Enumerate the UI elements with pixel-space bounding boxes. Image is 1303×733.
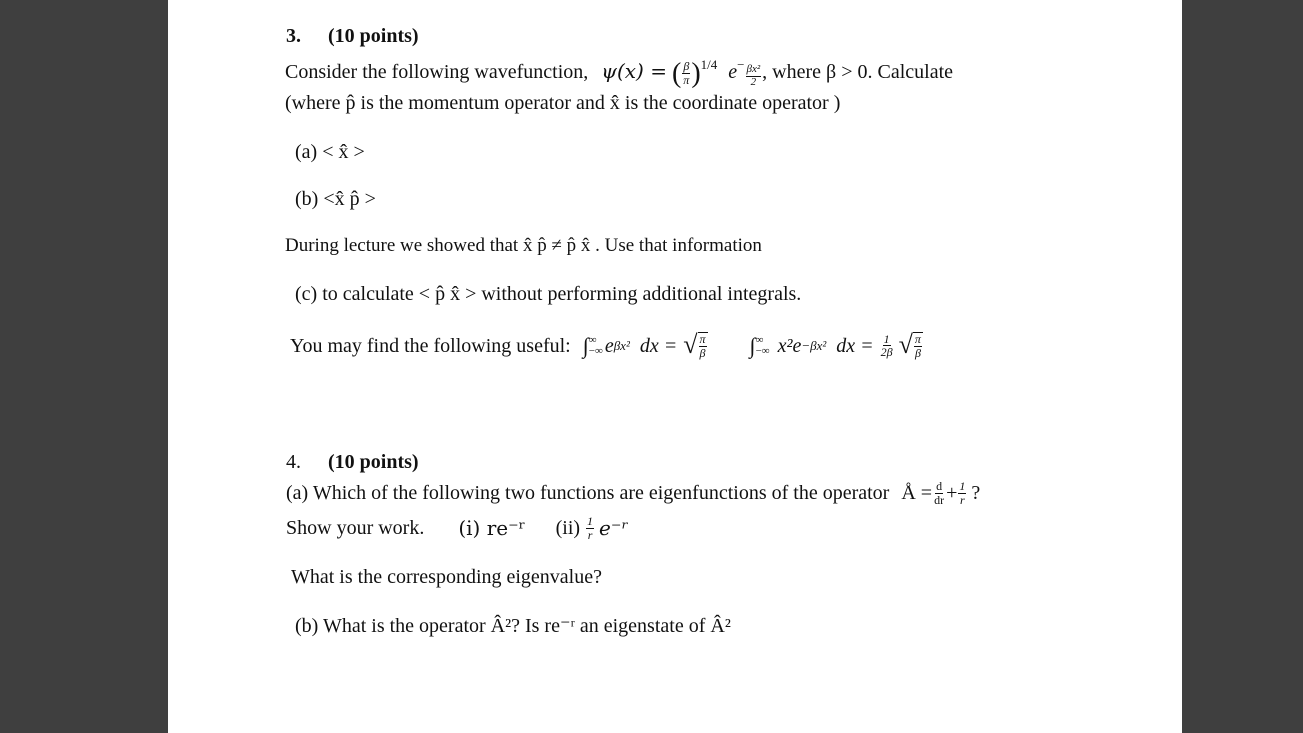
intro-prefix: Consider the following wavefunction,	[285, 61, 589, 83]
useful-integrals	[290, 332, 923, 359]
int2-rhs-den: β	[914, 345, 921, 360]
f2-num: 1	[587, 514, 594, 528]
int2-dx: dx =	[836, 334, 874, 357]
lecture-line: During lecture we showed that x̂ p̂ ≠ p̂ x̂ . Use that information	[285, 235, 762, 256]
question-mark: ?	[971, 482, 981, 505]
intro-suffix: , where β > 0. Calculate	[762, 61, 954, 83]
problem-4-points: (10 points)	[328, 451, 419, 473]
frac-den: π	[683, 72, 690, 87]
useful-label: You may find the following useful:	[290, 334, 571, 357]
show-work-line	[286, 515, 628, 541]
frac-num: β	[683, 59, 690, 74]
int2-integrand: x²e	[777, 334, 802, 357]
d-num: d	[936, 479, 943, 493]
part-4a-text: (a) Which of the following two functions are eigenfunctions of the operator	[286, 482, 890, 505]
f2-den: r	[587, 527, 593, 542]
sqrt-sign: √	[683, 330, 698, 359]
sqrt-sign: √	[898, 330, 913, 359]
eigenvalue-question: What is the corresponding eigenvalue?	[291, 566, 602, 588]
part-4a-line	[286, 480, 980, 506]
d-dr	[933, 480, 945, 506]
problem-4-number: 4.	[286, 451, 301, 473]
exp-den: 2	[750, 75, 757, 88]
problem-3-header	[286, 26, 419, 46]
int2-coef-num: 1	[883, 331, 890, 346]
part-3b: (b) <x̂ p̂ >	[295, 188, 376, 210]
int1-rhs-num: π	[699, 332, 706, 346]
d-den: dr	[934, 492, 945, 507]
function-ii-frac	[586, 515, 594, 541]
problem-3-number: 3.	[286, 25, 301, 47]
int1-rhs-den: β	[699, 345, 706, 360]
psi-label: ψ(x) =	[601, 59, 667, 83]
int2-exp: −βx²	[801, 338, 827, 354]
wavefunction-line	[285, 58, 953, 88]
int2-rhs-frac	[914, 333, 922, 359]
int2-upper: ∞	[755, 333, 764, 346]
int2-coef-den: 2β	[880, 345, 893, 360]
integral-1	[583, 332, 708, 359]
problem-3-points: (10 points)	[328, 25, 419, 47]
exp-minus: −	[737, 57, 745, 72]
integral-sign: ∫	[582, 332, 589, 358]
int2-sqrt	[899, 332, 923, 359]
part-3a: (a) < x̂ >	[295, 141, 365, 163]
part-3c: (c) to calculate < p̂ x̂ > without performing additional integrals.	[295, 283, 802, 305]
plus-sign: +	[946, 482, 958, 505]
exp-fraction	[746, 64, 762, 88]
part-4b: (b) What is the operator Â²? Is re⁻ʳ an eigenstate of Â²	[295, 615, 731, 637]
function-ii-label: (ii)	[555, 517, 581, 540]
document-page	[168, 0, 1182, 733]
int1-rhs-frac	[699, 333, 707, 359]
int1-exp: βx²	[613, 338, 630, 354]
one-over-r	[958, 480, 966, 506]
beta-over-pi	[682, 60, 690, 86]
integral-2	[750, 332, 923, 359]
exp-base: e	[728, 61, 738, 83]
left-paren: (	[671, 58, 682, 89]
integral-2-limits	[756, 335, 770, 357]
right-paren: )	[691, 58, 701, 89]
r-den: r	[960, 492, 965, 507]
int1-lower: −∞	[588, 344, 603, 357]
integral-sign: ∫	[749, 332, 756, 358]
operator-label: Å =	[901, 482, 933, 505]
function-ii-tail: e⁻ʳ	[599, 516, 629, 541]
int1-sqrt	[683, 332, 707, 359]
int2-lower: −∞	[755, 344, 770, 357]
int1-integrand: e	[604, 334, 614, 357]
show-work: Show your work.	[286, 517, 425, 540]
exp-num: βx²	[746, 63, 761, 75]
where-line: (where p̂ is the momentum operator and x̂ is the coordinate operator )	[285, 92, 841, 114]
problem-4-header	[286, 452, 419, 472]
integral-1-limits	[589, 335, 603, 357]
int2-rhs-num: π	[914, 332, 921, 346]
power-quarter: 1/4	[700, 57, 718, 72]
one-num: 1	[959, 479, 966, 493]
int1-upper: ∞	[588, 333, 597, 346]
int2-coef	[880, 333, 894, 359]
function-i: (i) re⁻ʳ	[458, 516, 526, 541]
int1-dx: dx =	[639, 334, 678, 357]
